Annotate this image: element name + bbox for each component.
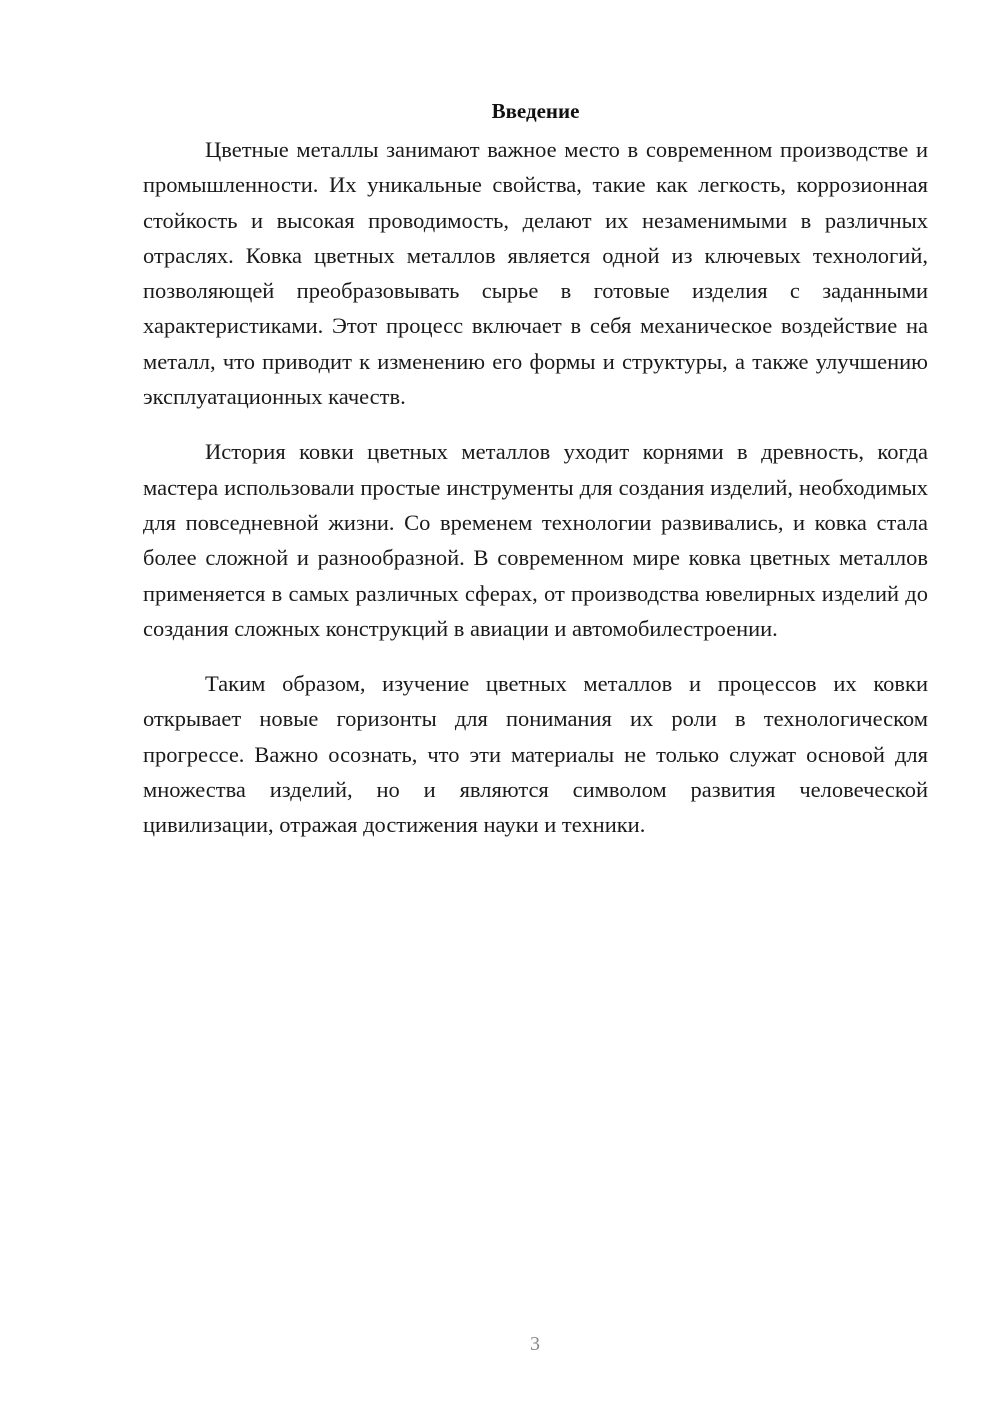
page-content	[143, 96, 928, 863]
section-title: Введение	[491, 99, 580, 123]
paragraph-1: Цветные металлы занимают важное место в современном производстве и промышленности. Их уникальные свойства, такие как легкость, коррозионная стойкость и высокая проводимость, делают их незаменимыми в различных отраслях. Ковка цветных металлов является одной из ключевых технологий, позволяющей преобразовывать сырье в готовые изделия с заданными характеристиками. Этот процесс включает в себя механическое воздействие на металл, что приводит к изменению его формы и структуры, а также улучшению эксплуатационных качеств.	[143, 137, 928, 410]
page-number: 3	[530, 1333, 540, 1355]
paragraph-3: Таким образом, изучение цветных металлов и процессов их ковки открывает новые горизонты для понимания их роли в технологическом прогрессе. Важно осознать, что эти материалы не только служат основой для множества изделий, но и являются символом развития человеческой цивилизации, отражая достижения науки и техники.	[143, 671, 928, 838]
paragraph-2: История ковки цветных металлов уходит корнями в древность, когда мастера использовали простые инструменты для создания изделий, необходимых для повседневной жизни. Со временем технологии развивались, и ковка стала более сложной и разнообразной. В современном мире ковка цветных металлов применяется в самых различных сферах, от производства ювелирных изделий до создания сложных конструкций в авиации и автомобилестроении.	[143, 439, 928, 641]
